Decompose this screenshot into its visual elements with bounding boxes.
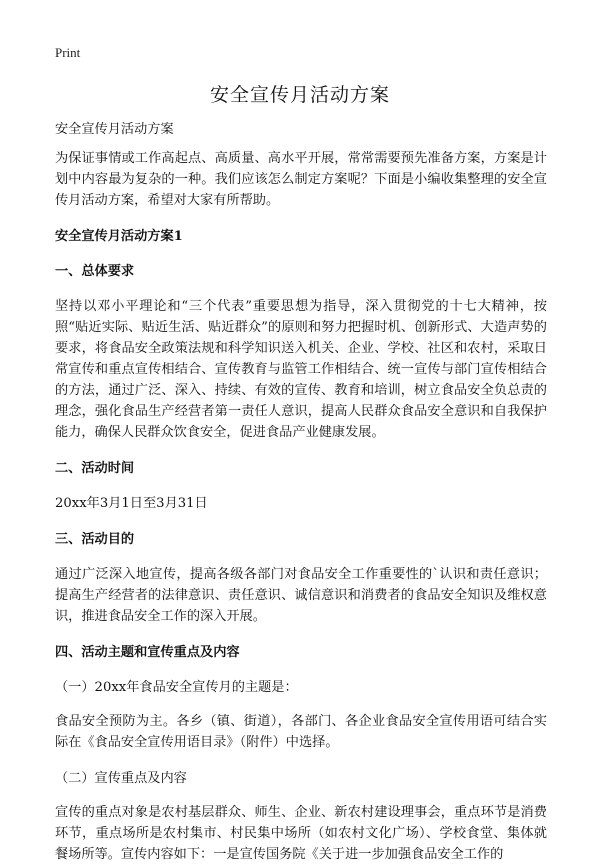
plan-heading: 安全宣传月活动方案1 xyxy=(55,229,183,244)
intro-paragraph: 为保证事情或工作高起点、高质量、高水平开展，常常需要预先准备方案，方案是计划中内容最为复杂的一种。我们应该怎么制定方案呢？下面是小编收集整理的安全宣传月活动方案，希望对大家有所帮助。 xyxy=(55,151,547,208)
theme-item-1-body: 食品安全预防为主。各乡（镇、街道），各部门、各企业食品安全宣传用语可结合实际在《食品安全宣传用语目录》（附件）中选择。 xyxy=(55,714,547,750)
theme-item-2-body: 宣传的重点对象是农村基层群众、师生、企业、新农村建设理事会，重点环节是消费环节，重点场所是农村集市、村民集中场所（如农村文化广场）、学校食堂、集体就餐场所等。宣传内容如下：一是宣传国务院《关于进一步加强食品安全工作的 xyxy=(55,805,547,862)
theme-item-1: （一）20xx年食品安全宣传月的主题是： xyxy=(55,680,298,695)
page-title: 安全宣传月活动方案 xyxy=(209,84,390,106)
section-heading-general: 一、总体要求 xyxy=(55,264,135,279)
section-heading-purpose: 三、活动目的 xyxy=(55,532,135,547)
section-body-time: 20xx年3月1日至3月31日 xyxy=(55,496,208,511)
document-body xyxy=(55,119,547,865)
section-heading-time: 二、活动时间 xyxy=(55,461,135,476)
section-body-purpose: 通过广泛深入地宣传，提高各级各部门对食品安全工作重要性的`认识和责任意识；提高生产经营者的法律意识、责任意识、诚信意识和消费者的食品安全知识及维权意识，推进食品安全工作的深入开展。 xyxy=(55,567,547,624)
section-heading-theme: 四、活动主题和宣传重点及内容 xyxy=(55,645,240,660)
section-body-general: 坚持以邓小平理论和“三个代表”重要思想为指导，深入贯彻党的十七大精神，按照“贴近实际、贴近生活、贴近群众”的原则和努力把握时机、创新形式、大造声势的要求，将食品安全政策法规和科学知识送入机关、企业、学校、社区和农村，采取日常宣传和重点宣传相结合、宣传教育与监管工作相结合、统一宣传与部门宣传相结合的方法，通过广泛、深入、持续、有效的宣传、教育和培训，树立食品安全负总责的理念，强化食品生产经营者第一责任人意识，提高人民群众食品安全意识和自我保护能力，确保人民群众饮食安全，促进食品产业健康发展。 xyxy=(55,299,547,440)
document-subtitle: 安全宣传月活动方案 xyxy=(55,122,174,137)
print-link[interactable]: Print xyxy=(55,45,81,60)
theme-item-2: （二）宣传重点及内容 xyxy=(55,771,187,786)
